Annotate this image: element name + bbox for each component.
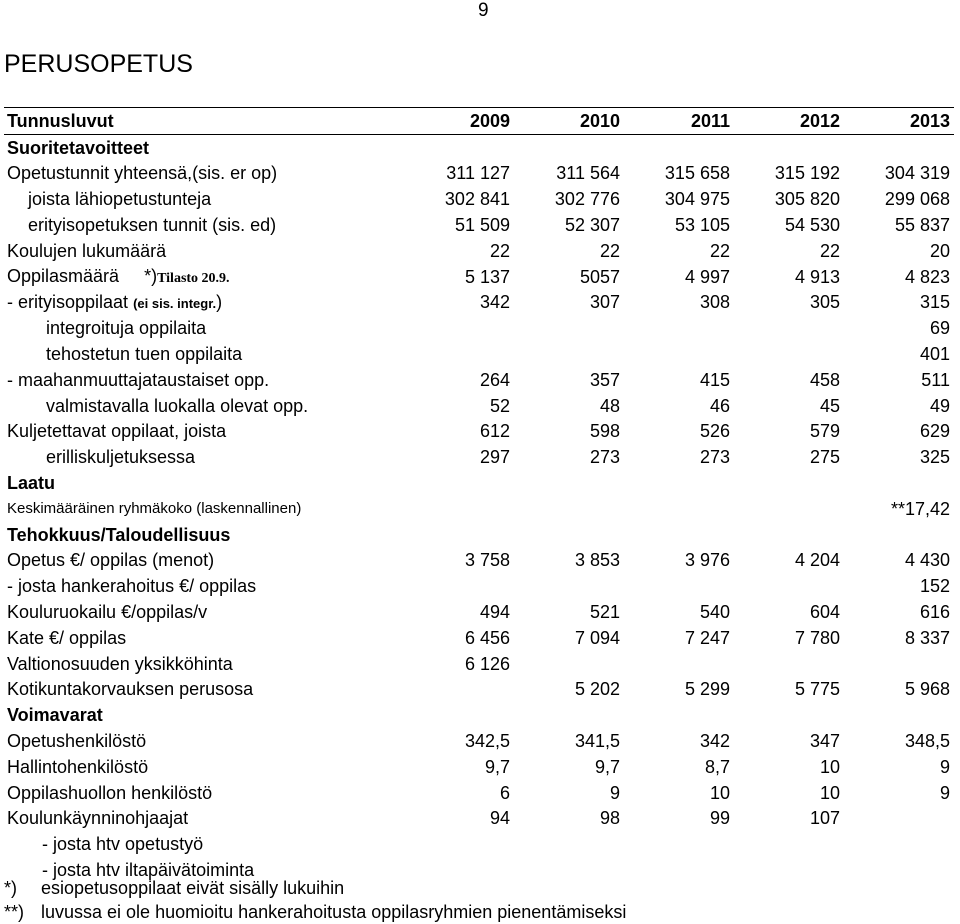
table-row (4, 780, 954, 806)
cell-value (624, 831, 734, 857)
cell-value: 273 (589, 447, 620, 468)
cell-value: 10 (819, 756, 840, 777)
cell-value: **17,42 (890, 498, 950, 519)
cell-value (734, 651, 844, 677)
cell-value (734, 341, 844, 367)
cell-value (404, 134, 514, 160)
row-label: Tehokkuus/Taloudellisuus (7, 524, 231, 545)
cell-value: 308 (699, 292, 730, 313)
row-label: Keskimääräinen ryhmäkoko (laskennallinen) (7, 500, 302, 518)
footnote-mark: **) (4, 902, 25, 922)
cell-value: 9,7 (594, 756, 620, 777)
cell-value: 305 820 (774, 189, 840, 210)
table-row (4, 315, 954, 341)
header-year: 2013 (844, 108, 954, 135)
table-row (4, 677, 954, 703)
row-label: - josta hankerahoitus €/ oppilas (7, 576, 257, 597)
cell-value (404, 496, 514, 522)
cell-value (404, 573, 514, 599)
cell-value: 99 (709, 808, 730, 829)
page-title: PERUSOPETUS (4, 50, 193, 78)
row-label: Opetustunnit yhteensä,(sis. er op) (7, 163, 278, 184)
cell-value: 401 (919, 344, 950, 365)
footnotes (4, 876, 626, 924)
row-label: erityisopetuksen tunnit (sis. ed) (28, 215, 277, 236)
page-number: 9 (478, 0, 489, 21)
cell-value (624, 341, 734, 367)
table-row (4, 212, 954, 238)
cell-value (514, 496, 624, 522)
cell-value (734, 857, 844, 883)
row-label: Kouluruokailu €/oppilas/v (7, 602, 208, 623)
table-row (4, 367, 954, 393)
cell-value (404, 341, 514, 367)
cell-value (844, 857, 954, 883)
cell-value: 4 913 (794, 266, 840, 287)
cell-value: 579 (809, 421, 840, 442)
cell-value: 107 (809, 808, 840, 829)
cell-value (844, 831, 954, 857)
cell-value: 264 (479, 369, 510, 390)
cell-value (844, 806, 954, 832)
cell-value: 458 (809, 369, 840, 390)
cell-value (624, 315, 734, 341)
cell-value: 45 (819, 395, 840, 416)
table-row (4, 444, 954, 470)
cell-value: 612 (479, 421, 510, 442)
cell-value (514, 522, 624, 548)
row-label-text: - erityisoppilaat (7, 292, 129, 313)
cell-value (844, 702, 954, 728)
cell-value (624, 522, 734, 548)
cell-value (734, 831, 844, 857)
row-label: Opetushenkilöstö (7, 731, 147, 752)
cell-value (624, 496, 734, 522)
cell-value (624, 651, 734, 677)
cell-value (624, 702, 734, 728)
cell-value: 3 853 (574, 550, 620, 571)
row-label (4, 264, 404, 290)
table-row (4, 419, 954, 445)
cell-value: 4 204 (794, 550, 840, 571)
cell-value: 3 758 (464, 550, 510, 571)
cell-value: 5 202 (574, 679, 620, 700)
row-label: Voimavarat (7, 705, 103, 726)
cell-value: 521 (589, 602, 620, 623)
row-label: Laatu (7, 473, 56, 494)
cell-value: 5 137 (464, 266, 510, 287)
cell-value (514, 702, 624, 728)
cell-value: 273 (699, 447, 730, 468)
cell-value: 342 (479, 292, 510, 313)
table-row (4, 728, 954, 754)
header-year: 2009 (404, 108, 514, 135)
cell-value: 152 (919, 576, 950, 597)
row-note: (ei sis. integr. (133, 296, 217, 312)
cell-value: 315 658 (664, 163, 730, 184)
cell-value: 4 430 (904, 550, 950, 571)
cell-value: 94 (489, 808, 510, 829)
cell-value: 275 (809, 447, 840, 468)
cell-value: 9 (939, 782, 950, 803)
cell-value (734, 702, 844, 728)
footnote-mark: *) (4, 878, 17, 898)
cell-value: 8 337 (904, 627, 950, 648)
cell-value: 315 (919, 292, 950, 313)
cell-value (844, 470, 954, 496)
cell-value: 3 976 (684, 550, 730, 571)
cell-value: 7 094 (574, 627, 620, 648)
table-row (4, 238, 954, 264)
table-row (4, 599, 954, 625)
cell-value (734, 496, 844, 522)
cell-value: 494 (479, 602, 510, 623)
cell-value (734, 315, 844, 341)
cell-value: 20 (929, 240, 950, 261)
cell-value (844, 651, 954, 677)
cell-value: 5 968 (904, 679, 950, 700)
cell-value: 49 (929, 395, 950, 416)
cell-value: 357 (589, 369, 620, 390)
footnote-text: luvussa ei ole huomioitu hankerahoitusta oppilasryhmien pienentämiseksi (41, 902, 627, 922)
row-label: - josta htv opetustyö (42, 834, 204, 855)
cell-value: 8,7 (704, 756, 730, 777)
row-label: Suoritetavoitteet (7, 137, 150, 158)
cell-value (514, 341, 624, 367)
cell-value (734, 522, 844, 548)
cell-value (514, 470, 624, 496)
row-label (4, 290, 404, 316)
table-row (4, 264, 954, 290)
cell-value: 629 (919, 421, 950, 442)
cell-value: 10 (819, 782, 840, 803)
table-row (4, 548, 954, 574)
row-label-text: Oppilasmäärä (7, 266, 120, 287)
cell-value: 55 837 (894, 215, 950, 236)
cell-value: 305 (809, 292, 840, 313)
table-row (4, 341, 954, 367)
cell-value (514, 134, 624, 160)
table-row (4, 651, 954, 677)
table-row (4, 290, 954, 316)
table-row (4, 625, 954, 651)
row-label: Oppilashuollon henkilöstö (7, 782, 213, 803)
cell-value (514, 573, 624, 599)
cell-value: 299 068 (884, 189, 950, 210)
row-label: Kuljetettavat oppilaat, joista (7, 421, 227, 442)
cell-value: 54 530 (784, 215, 840, 236)
cell-value: 22 (709, 240, 730, 261)
cell-value: 4 823 (904, 266, 950, 287)
footnote-text: esiopetusoppilaat eivät sisälly lukuihin (41, 878, 345, 898)
row-label: tehostetun tuen oppilaita (46, 344, 243, 365)
table-row (4, 186, 954, 212)
table-row (4, 754, 954, 780)
cell-value: 302 776 (554, 189, 620, 210)
cell-value: 6 126 (464, 653, 510, 674)
cell-value (514, 315, 624, 341)
cell-value: 311 127 (446, 163, 510, 184)
cell-value (624, 573, 734, 599)
cell-value: 51 509 (454, 215, 510, 236)
table-row (4, 831, 954, 857)
cell-value (624, 470, 734, 496)
cell-value: 22 (489, 240, 510, 261)
header-year: 2010 (514, 108, 624, 135)
cell-value: 9 (939, 756, 950, 777)
cell-value: 616 (919, 602, 950, 623)
cell-value: 4 997 (684, 266, 730, 287)
row-note: Tilasto 20.9. (157, 271, 230, 287)
cell-value: 342 (699, 731, 730, 752)
header-year: 2012 (734, 108, 844, 135)
cell-value: 5057 (579, 266, 620, 287)
cell-value: 297 (479, 447, 510, 468)
table-header-row (4, 108, 954, 135)
cell-value: 10 (709, 782, 730, 803)
cell-value: 341,5 (574, 731, 620, 752)
cell-value (844, 522, 954, 548)
cell-value: 311 564 (556, 163, 620, 184)
cell-value (734, 134, 844, 160)
row-label: Koulujen lukumäärä (7, 240, 167, 261)
cell-value: 304 975 (664, 189, 730, 210)
table-row (4, 393, 954, 419)
row-label: valmistavalla luokalla olevat opp. (46, 395, 309, 416)
cell-value: 342,5 (464, 731, 510, 752)
row-note-close: ) (216, 292, 223, 313)
cell-value (404, 315, 514, 341)
cell-value: 540 (699, 602, 730, 623)
cell-value: 304 319 (884, 163, 950, 184)
cell-value (734, 470, 844, 496)
cell-value: 46 (709, 395, 730, 416)
row-label: - maahanmuuttajataustaiset opp. (7, 369, 270, 390)
table-section-row (4, 134, 954, 160)
cell-value: 52 307 (564, 215, 620, 236)
cell-value: 9 (609, 782, 620, 803)
footnote-mark: *) (144, 266, 158, 287)
row-label: erilliskuljetuksessa (46, 447, 196, 468)
cell-value: 22 (599, 240, 620, 261)
row-label: Hallintohenkilöstö (7, 756, 149, 777)
cell-value (404, 702, 514, 728)
row-label: Kotikuntakorvauksen perusosa (7, 679, 254, 700)
header-year: 2011 (624, 108, 734, 135)
row-label: joista lähiopetustunteja (28, 189, 212, 210)
table-row (4, 573, 954, 599)
cell-value: 52 (489, 395, 510, 416)
cell-value: 511 (921, 369, 950, 390)
cell-value: 6 (499, 782, 510, 803)
row-label: integroituja oppilaita (46, 318, 207, 339)
table-row (4, 806, 954, 832)
cell-value: 415 (699, 369, 730, 390)
cell-value (404, 677, 514, 703)
row-label: Kate €/ oppilas (7, 627, 127, 648)
cell-value (624, 857, 734, 883)
table-section-row (4, 470, 954, 496)
table-section-row (4, 702, 954, 728)
footnote (4, 900, 626, 924)
cell-value: 6 456 (464, 627, 510, 648)
cell-value (734, 573, 844, 599)
cell-value: 7 247 (684, 627, 730, 648)
cell-value: 302 841 (444, 189, 510, 210)
cell-value: 9,7 (484, 756, 510, 777)
cell-value: 53 105 (674, 215, 730, 236)
cell-value (844, 134, 954, 160)
table-row (4, 161, 954, 187)
cell-value: 22 (819, 240, 840, 261)
cell-value: 526 (699, 421, 730, 442)
row-label: - josta htv iltapäivätoiminta (42, 860, 255, 880)
cell-value (404, 831, 514, 857)
cell-value: 69 (929, 318, 950, 339)
cell-value: 347 (809, 731, 840, 752)
footnote (4, 876, 626, 900)
table-section-row (4, 522, 954, 548)
table-row (4, 496, 954, 522)
cell-value (624, 134, 734, 160)
cell-value (514, 831, 624, 857)
cell-value (514, 651, 624, 677)
cell-value: 348,5 (904, 731, 950, 752)
cell-value: 604 (809, 602, 840, 623)
row-label: Valtionosuuden yksikköhinta (7, 653, 233, 674)
statistics-table (4, 107, 954, 883)
cell-value: 5 299 (684, 679, 730, 700)
cell-value: 307 (589, 292, 620, 313)
cell-value (404, 470, 514, 496)
cell-value: 48 (599, 395, 620, 416)
cell-value: 598 (589, 421, 620, 442)
cell-value: 7 780 (794, 627, 840, 648)
row-label: Koulunkäynninohjaajat (7, 808, 189, 829)
cell-value: 325 (919, 447, 950, 468)
cell-value: 315 192 (774, 163, 840, 184)
cell-value (404, 522, 514, 548)
cell-value: 5 775 (794, 679, 840, 700)
cell-value: 98 (599, 808, 620, 829)
header-label: Tunnusluvut (4, 108, 404, 135)
row-label: Opetus €/ oppilas (menot) (7, 550, 215, 571)
